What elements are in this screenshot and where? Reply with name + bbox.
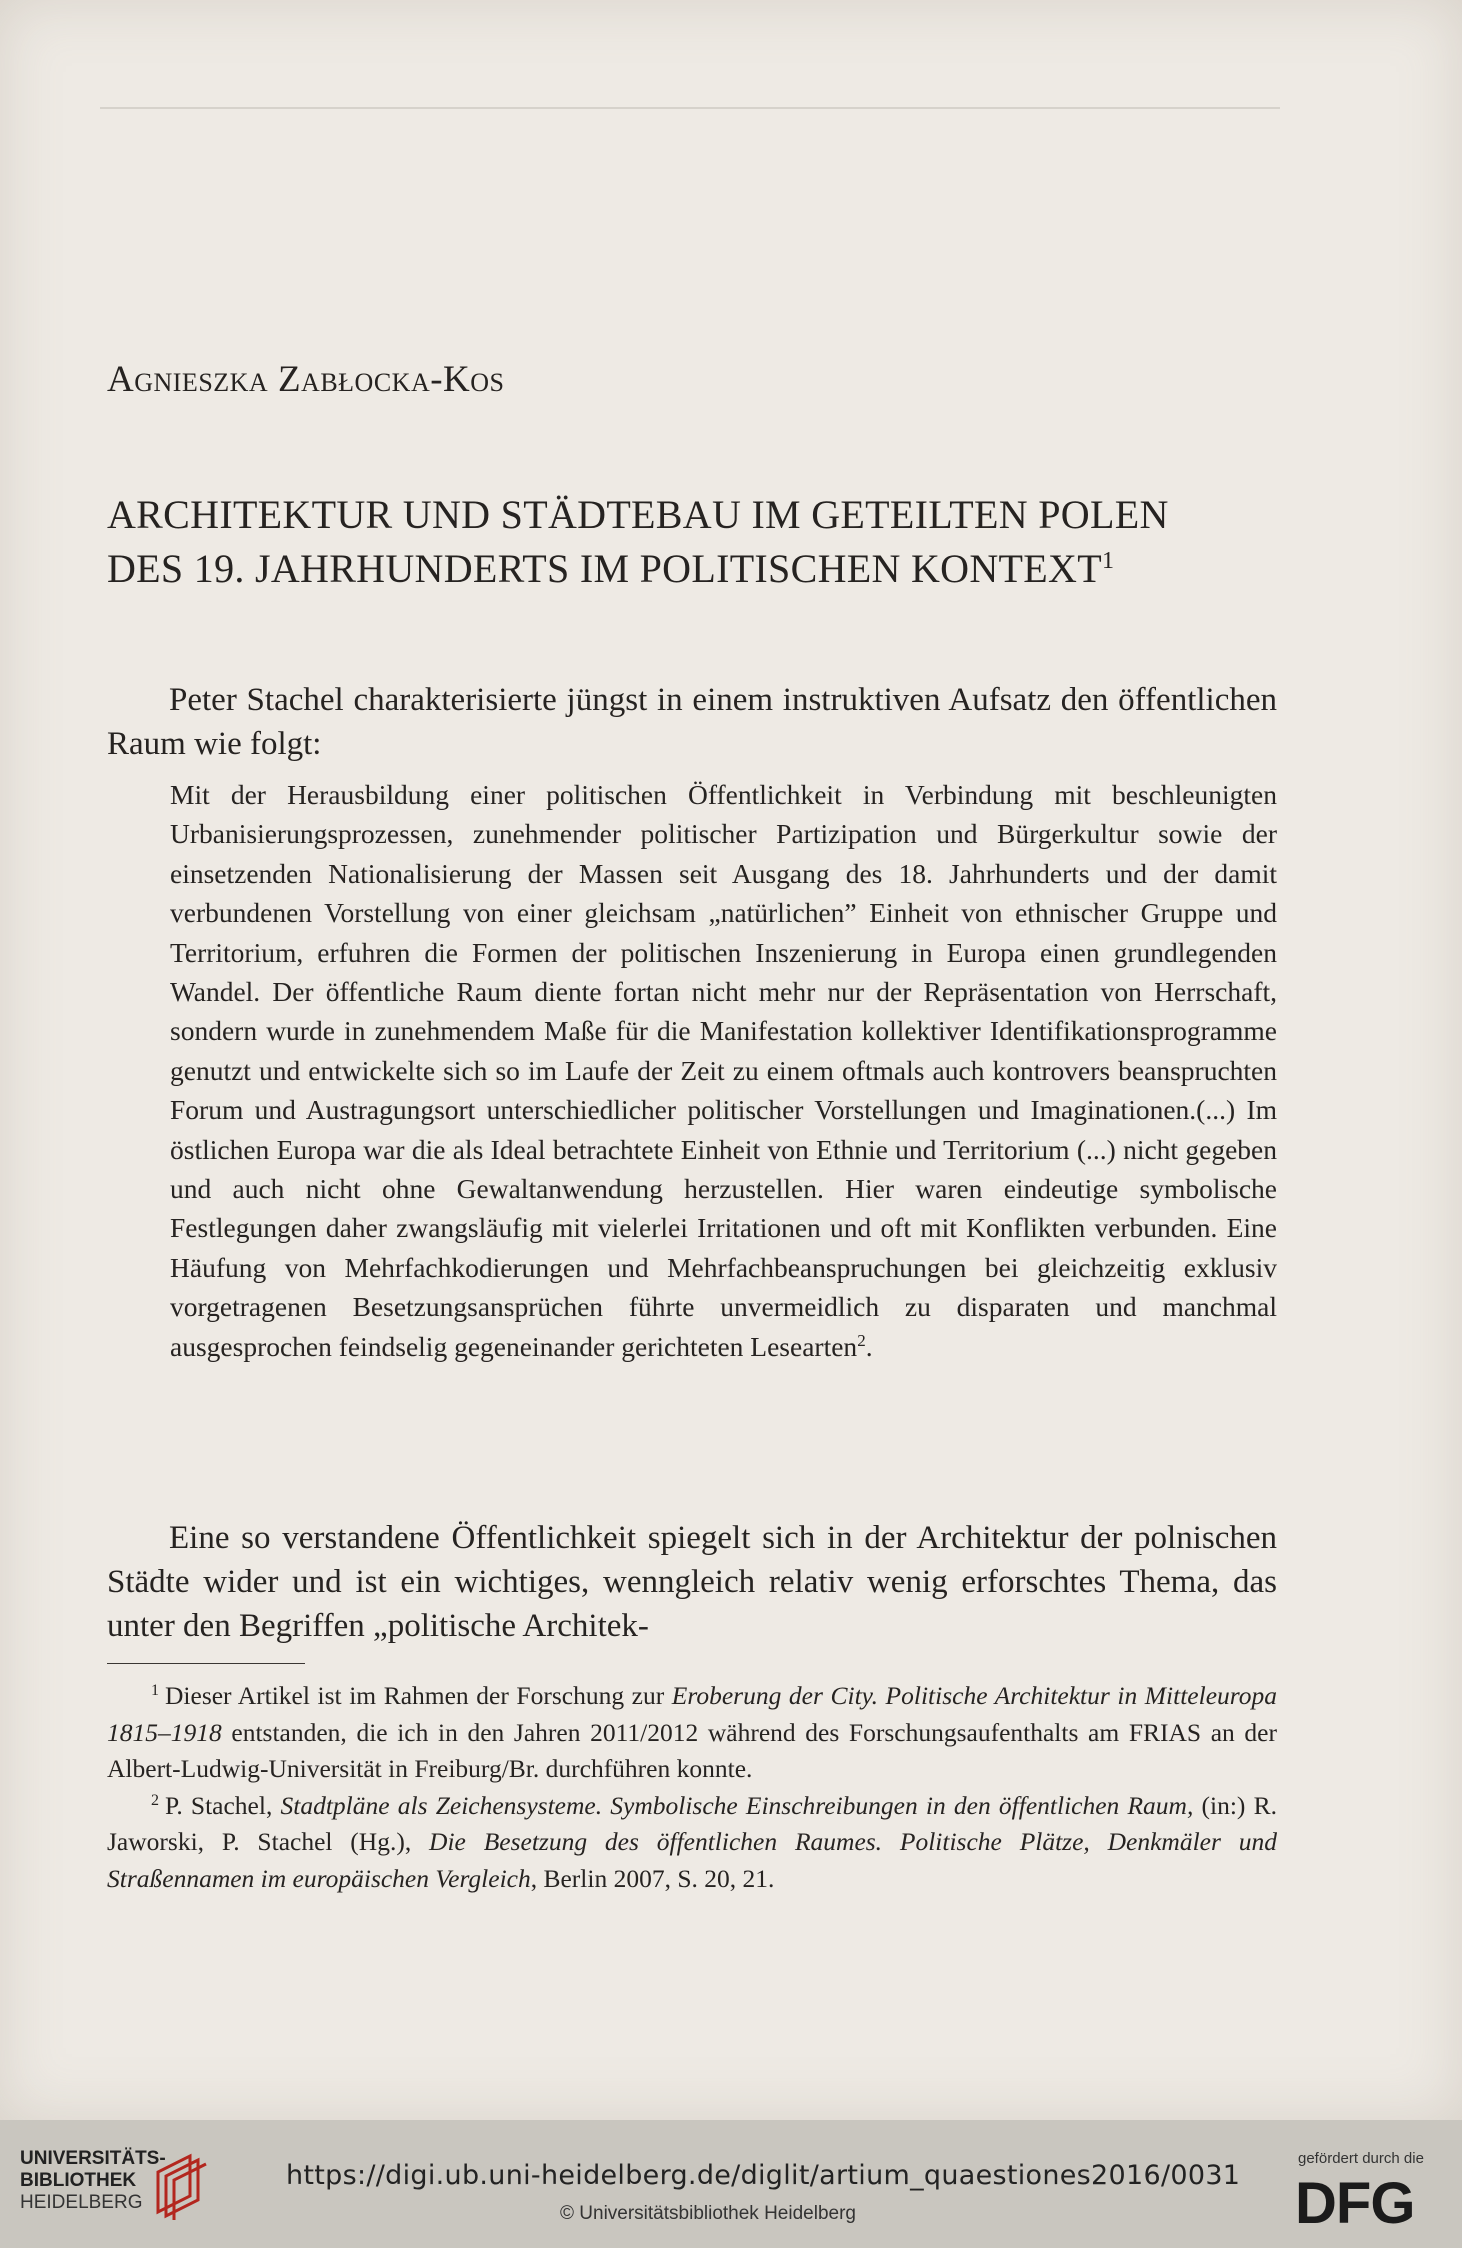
footnote-number: 2 xyxy=(151,1791,159,1809)
footnote-text: P. Stachel, xyxy=(165,1790,281,1820)
logo-line-1: UNIVERSITÄTS- xyxy=(20,2148,166,2169)
title-line-2: DES 19. JAHRHUNDERTS IM POLITISCHEN KONTEXT xyxy=(107,546,1102,591)
article-title xyxy=(107,488,1287,596)
footnote-text: entstanden, die ich in den Jahren 2011/2012 während des Forschungsaufenthalts am FRIAS an der Albert-Ludwig-Universität in Freiburg/Br. durchführen konnte. xyxy=(107,1717,1277,1783)
quote-end-period: . xyxy=(865,1330,873,1362)
funding-note: gefördert durch die xyxy=(1298,2150,1424,2167)
footnote-text: (in:) R. Jaworski, P. Stachel (Hg.), xyxy=(107,1790,1277,1856)
footnote-italic-title: Eroberung der City. Politische Architektur in Mitteleuropa 1815–1918 xyxy=(107,1681,1278,1747)
quote-text: Mit der Herausbildung einer politischen Öffentlichkeit in Verbindung mit beschleunigten Urbanisierungsprozessen, zunehmender politischer Partizipation und Bürgerkultur sowie der einsetzenden Nationalisierung der Massen seit Ausgang des 18. Jahrhunderts und der damit verbundenen Vorstellung von einer gleichsam „natürlichen” Einheit von ethnischer Gruppe und Territorium, erfuhren die Formen der politischen Inszenierung in Europa einen grundlegenden Wandel. Der öffentliche Raum diente fortan nicht mehr nur der Repräsentation von Herrschaft, sondern wurde in zunehmendem Maße für die Manifestation kollektiver Identifikationsprogramme genutzt und entwickelte sich so im Laufe der Zeit zu einem oftmals auch kontrovers beanspruchten Forum und Austragungsort unterschiedlicher politischer Vorstellungen und Imaginationen.(...) Im östlichen Europa war die als Ideal betrachtete Einheit von Ethnie und Territorium (...) nicht gegeben und auch nicht ohne Gewaltanwendung herzustellen. Hier waren eindeutige symbolische Festlegungen daher zwangsläufig mit vielerlei Irritationen und oft mit Konflikten verbunden. Eine Häufung von Mehrfachkodierungen und Mehrfachbeanspruchungen bei gleichzeitig exklusiv vorgetragenen Besetzungsansprüchen führte unvermeidlich zu disparaten und manchmal ausgesprochen feindselig gegeneinander gerichteten Lesearten xyxy=(170,779,1277,1362)
footnotes xyxy=(107,1678,1277,1897)
library-emblem-icon xyxy=(150,2150,210,2220)
title-footnote-ref[interactable]: 1 xyxy=(1101,548,1115,574)
logo-line-3: HEIDELBERG xyxy=(20,2192,143,2213)
footnote-text: , Berlin 2007, S. 20, 21. xyxy=(530,1863,775,1893)
intro-paragraph xyxy=(107,678,1277,766)
footnote-number: 1 xyxy=(151,1682,159,1699)
body-paragraph-text: Eine so verstandene Öffentlichkeit spiegelt sich in der Architektur der polnischen Städte wider und ist ein wichtiges, wenngleich relativ wenig erforschtes Thema, das unter den Begriffen „politische Architek- xyxy=(107,1520,1277,1644)
show-through-header-rule xyxy=(100,95,1280,109)
dfg-logo[interactable]: DFG xyxy=(1295,2171,1415,2236)
block-quote xyxy=(170,775,1277,1366)
footnote-1 xyxy=(107,1678,1277,1788)
footnote-separator xyxy=(107,1663,305,1664)
intro-text: Peter Stachel charakterisierte jüngst in einem instruktiven Aufsatz den öffentlichen Raum wie folgt: xyxy=(107,682,1277,762)
author-name: Agnieszka Zabłocka-Kos xyxy=(107,359,505,400)
footnote-text: Dieser Artikel ist im Rahmen der Forschung zur xyxy=(165,1681,672,1710)
footnote-2 xyxy=(107,1788,1277,1898)
footnote-italic-title: Stadtpläne als Zeichensysteme. Symbolische Einschreibungen in den öffentlichen Raum, xyxy=(280,1790,1194,1820)
copyright-notice: © Universitätsbibliothek Heidelberg xyxy=(560,2203,856,2224)
permalink-url[interactable]: https://digi.ub.uni-heidelberg.de/diglit/artium_quaestiones2016/0031 xyxy=(286,2160,1241,2191)
footnote-italic-title: Die Besetzung des öffentlichen Raumes. Politische Plätze, Denkmäler und Straßennamen im europäischen Vergleich xyxy=(107,1827,1278,1893)
title-line-1: ARCHITEKTUR UND STÄDTEBAU IM GETEILTEN POLEN xyxy=(107,492,1169,537)
quote-footnote-ref[interactable]: 2 xyxy=(857,1330,866,1350)
logo-line-2: BIBLIOTHEK xyxy=(20,2170,137,2191)
body-paragraph xyxy=(107,1516,1277,1648)
